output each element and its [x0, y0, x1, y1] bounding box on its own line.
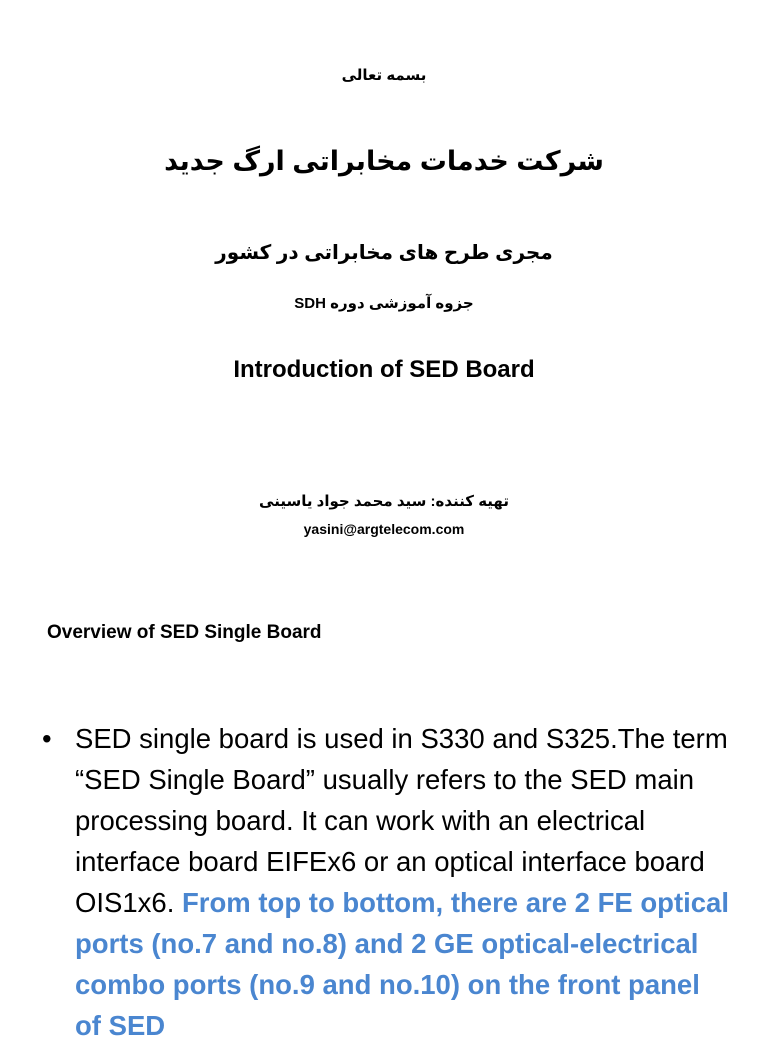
author-name: تهیه کننده: سید محمد جواد یاسینی: [259, 493, 509, 510]
bismillah-heading: بسمه تعالی: [341, 67, 427, 84]
bullet-dot-icon: •: [42, 723, 52, 754]
company-name: شرکت خدمات مخابراتی ارگ جدید: [164, 146, 604, 176]
bullet-text: [75, 718, 732, 1046]
author-email: yasini@argtelecom.com: [303, 521, 465, 537]
bullet-paragraph: [42, 718, 732, 1046]
section-heading: Overview of SED Single Board: [47, 622, 322, 643]
bullet-plain-text: SED single board is used in S330 and S325.The term “SED Single Board” usually refers to the SED main processing board. It can work with an electrical interface board EIFEx6 or an optical interface board OIS1x6.: [75, 723, 728, 918]
document-title: Introduction of SED Board: [233, 356, 535, 383]
course-booklet-label: جزوه آموزشی دوره SDH: [294, 295, 474, 312]
executor-subtitle: مجری طرح های مخابراتی در کشور: [215, 242, 553, 264]
bullet-highlight-text: From top to bottom, there are 2 FE optical ports (no.7 and no.8) and 2 GE optical-electrical combo ports (no.9 and no.10) on the front panel of SED: [75, 887, 729, 1041]
